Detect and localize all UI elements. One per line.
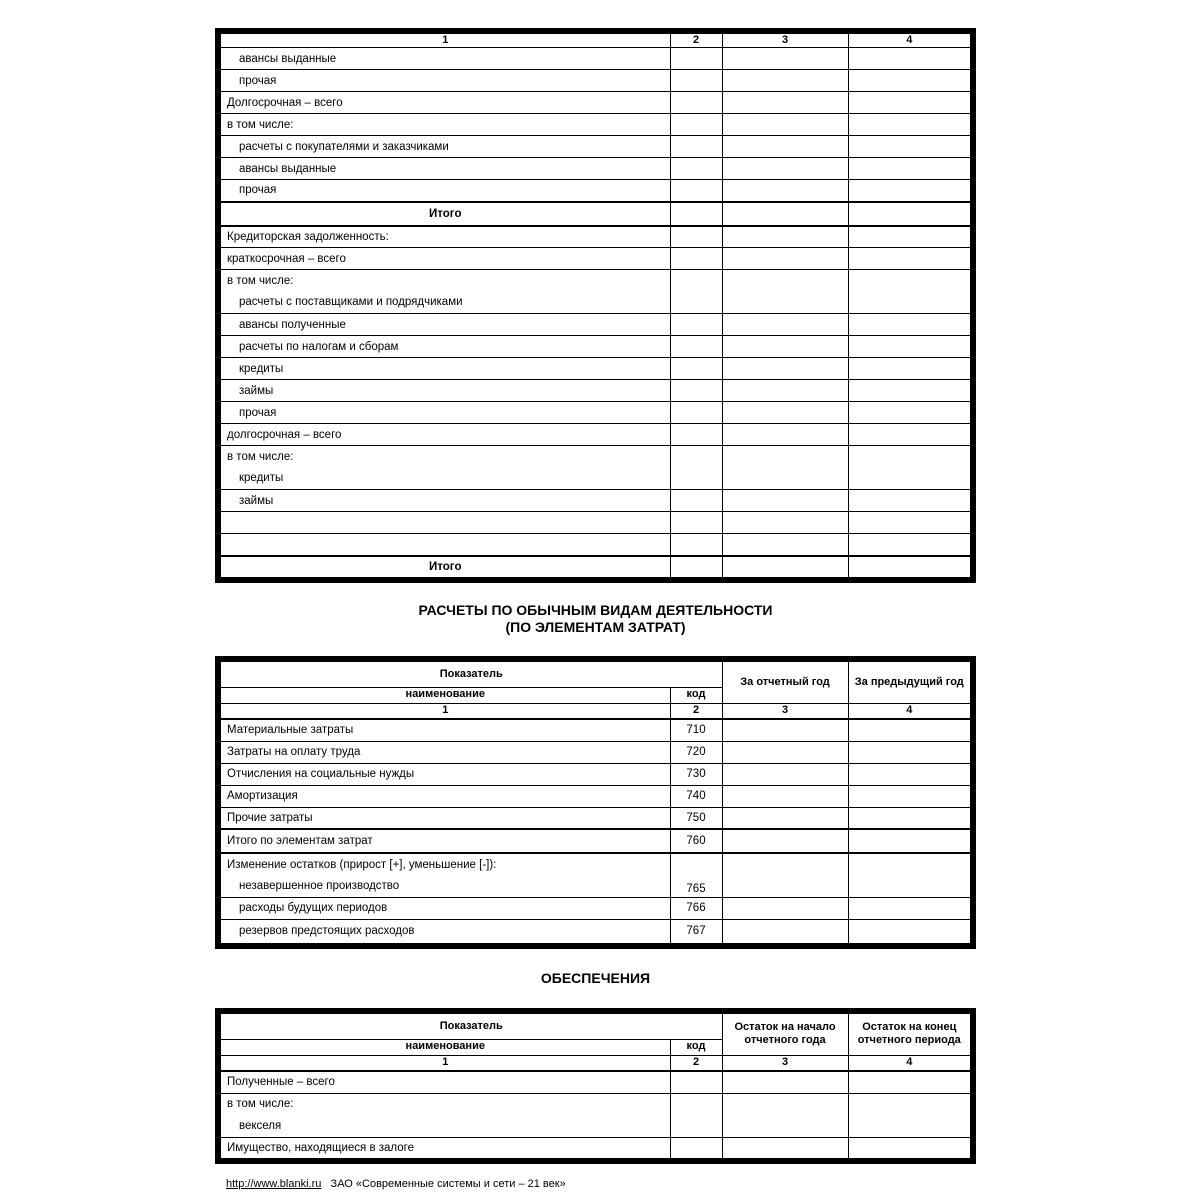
row-label: расходы будущих периодов (218, 897, 670, 919)
table-row (218, 226, 973, 248)
row-code: 730 (670, 763, 722, 785)
row-sublabel: векселя (218, 1115, 670, 1137)
value-cell[interactable] (722, 314, 848, 336)
code-cell[interactable] (670, 270, 722, 314)
value-cell[interactable] (848, 314, 973, 336)
value-cell[interactable] (848, 202, 973, 226)
code-header: код (670, 1039, 722, 1055)
value-cell[interactable] (848, 785, 973, 807)
value-cell[interactable] (722, 270, 848, 314)
code-cell[interactable] (670, 114, 722, 136)
value-cell[interactable] (722, 202, 848, 226)
row-label: прочая (218, 402, 670, 424)
footer-company: ЗАО «Современные системы и сети – 21 век» (330, 1178, 566, 1190)
code-cell[interactable] (670, 1093, 722, 1137)
value-cell[interactable] (848, 490, 973, 512)
value-cell[interactable] (848, 402, 973, 424)
securities-table (215, 1008, 976, 1164)
code-cell[interactable] (670, 336, 722, 358)
table-row (218, 70, 973, 92)
table-row (218, 1137, 973, 1161)
table-row (218, 785, 973, 807)
row-label: Материальные затраты (218, 719, 670, 741)
code-cell[interactable] (670, 1137, 722, 1161)
code-cell[interactable] (670, 446, 722, 490)
table-row (218, 763, 973, 785)
code-cell[interactable] (670, 158, 722, 180)
row-label: займы (218, 380, 670, 402)
value-cell[interactable] (722, 48, 848, 70)
value-cell[interactable] (848, 1071, 973, 1093)
value-cell[interactable] (848, 556, 973, 581)
row-label: кредиты (218, 468, 670, 490)
header-row (218, 1011, 973, 1039)
table-row (218, 897, 973, 919)
value-cell[interactable] (722, 1071, 848, 1093)
value-cell[interactable] (722, 114, 848, 136)
value-cell[interactable] (848, 358, 973, 380)
col-num-4: 4 (848, 1055, 973, 1071)
col-num-4: 4 (848, 703, 973, 719)
row-code: 766 (670, 897, 722, 919)
column-number-row (218, 1055, 973, 1071)
row-label: расчеты с покупателями и заказчиками (218, 136, 670, 158)
value-cell[interactable] (848, 853, 973, 897)
table-row (218, 402, 973, 424)
code-cell[interactable] (670, 136, 722, 158)
row-label: в том числе: (218, 270, 670, 292)
value-cell[interactable] (848, 1093, 973, 1137)
value-cell[interactable] (722, 92, 848, 114)
value-cell[interactable] (848, 248, 973, 270)
table-row (218, 48, 973, 70)
code-cell[interactable] (670, 556, 722, 581)
table-row (218, 1093, 973, 1115)
value-cell[interactable] (848, 719, 973, 741)
value-cell[interactable] (722, 829, 848, 853)
col-num-2: 2 (670, 31, 722, 48)
table-row (218, 719, 973, 741)
col4-header: За предыдущий год (848, 659, 973, 703)
table-row (218, 424, 973, 446)
row-label: кредиты (218, 358, 670, 380)
row-label: прочая (218, 180, 670, 202)
value-cell[interactable] (722, 763, 848, 785)
code-cell[interactable] (670, 380, 722, 402)
table-row (218, 358, 973, 380)
row-sublabel: незавершенное производство (218, 875, 670, 897)
value-cell[interactable] (722, 897, 848, 919)
table-row (218, 807, 973, 829)
row-label: авансы выданные (218, 48, 670, 70)
value-cell[interactable] (848, 380, 973, 402)
row-label: расчеты по налогам и сборам (218, 336, 670, 358)
table-row (218, 380, 973, 402)
value-cell[interactable] (722, 1137, 848, 1161)
col4-header: Остаток на конец отчетного периода (848, 1011, 973, 1055)
value-cell[interactable] (722, 919, 848, 946)
table-row (218, 446, 973, 468)
col-num-4: 4 (848, 31, 973, 48)
footer (226, 1178, 566, 1190)
row-code: 760 (670, 829, 722, 853)
header-row (218, 659, 973, 687)
col-num-3: 3 (722, 31, 848, 48)
table-row (218, 136, 973, 158)
row-code: 767 (670, 919, 722, 946)
value-cell[interactable] (722, 490, 848, 512)
costs-section-title (215, 602, 976, 636)
indicator-header: Показатель (218, 659, 722, 687)
value-cell[interactable] (722, 534, 848, 556)
row-code: 750 (670, 807, 722, 829)
row-label: Амортизация (218, 785, 670, 807)
value-cell[interactable] (848, 512, 973, 534)
table-row (218, 741, 973, 763)
indicator-header: Показатель (218, 1011, 722, 1039)
value-cell[interactable] (848, 92, 973, 114)
value-cell[interactable] (722, 446, 848, 490)
row-label: Полученные – всего (218, 1071, 670, 1093)
code-cell[interactable] (670, 402, 722, 424)
costs-title-line-1: РАСЧЕТЫ ПО ОБЫЧНЫМ ВИДАМ ДЕЯТЕЛЬНОСТИ (418, 602, 773, 618)
row-code: 765 (670, 853, 722, 897)
receivables-payables-table (215, 28, 976, 583)
value-cell[interactable] (722, 556, 848, 581)
code-cell[interactable] (670, 70, 722, 92)
code-cell[interactable] (670, 314, 722, 336)
security-section-title: ОБЕСПЕЧЕНИЯ (540, 970, 651, 986)
table-row (218, 114, 973, 136)
row-label: Кредиторская задолженность: (218, 226, 670, 248)
value-cell[interactable] (722, 512, 848, 534)
name-header: наименование (218, 687, 670, 703)
row-label: авансы выданные (218, 158, 670, 180)
value-cell[interactable] (848, 226, 973, 248)
row-label: прочая (218, 70, 670, 92)
col-num-1: 1 (218, 31, 670, 48)
code-cell[interactable] (670, 248, 722, 270)
value-cell[interactable] (848, 158, 973, 180)
row-label: долгосрочная – всего (218, 424, 670, 446)
code-cell[interactable] (670, 202, 722, 226)
value-cell[interactable] (722, 807, 848, 829)
col-num-3: 3 (722, 1055, 848, 1071)
value-cell[interactable] (848, 897, 973, 919)
table-row (218, 919, 973, 946)
table-row-blank (218, 512, 973, 534)
value-cell[interactable] (722, 741, 848, 763)
row-label: краткосрочная – всего (218, 248, 670, 270)
code-cell[interactable] (670, 180, 722, 202)
code-cell[interactable] (670, 490, 722, 512)
row-code: 710 (670, 719, 722, 741)
col-num-2: 2 (670, 1055, 722, 1071)
value-cell[interactable] (722, 1093, 848, 1137)
col-num-1: 1 (218, 703, 670, 719)
value-cell[interactable] (848, 741, 973, 763)
value-cell[interactable] (848, 180, 973, 202)
col-num-2: 2 (670, 703, 722, 719)
value-cell[interactable] (722, 358, 848, 380)
code-header: код (670, 687, 722, 703)
row-label: Затраты на оплату труда (218, 741, 670, 763)
column-number-row (218, 31, 973, 48)
value-cell[interactable] (722, 248, 848, 270)
row-code: 740 (670, 785, 722, 807)
value-cell[interactable] (722, 719, 848, 741)
total-label: Итого (218, 556, 670, 581)
col-num-1: 1 (218, 1055, 670, 1071)
col3-header: За отчетный год (722, 659, 848, 703)
value-cell[interactable] (848, 424, 973, 446)
value-cell[interactable] (722, 380, 848, 402)
value-cell[interactable] (848, 807, 973, 829)
table-row (218, 92, 973, 114)
total-label: Итого (218, 202, 670, 226)
value-cell[interactable] (722, 136, 848, 158)
blank-label-cell[interactable] (218, 534, 670, 556)
value-cell[interactable] (722, 158, 848, 180)
code-cell[interactable] (670, 534, 722, 556)
table-row (218, 158, 973, 180)
row-label: Итого по элементам затрат (218, 829, 670, 853)
table-row (218, 180, 973, 202)
row-code: 720 (670, 741, 722, 763)
code-cell[interactable] (670, 512, 722, 534)
row-label: резервов предстоящих расходов (218, 919, 670, 946)
row-label: в том числе: (218, 114, 670, 136)
value-cell[interactable] (848, 919, 973, 946)
col3-header: Остаток на начало отчетного года (722, 1011, 848, 1055)
value-cell[interactable] (848, 114, 973, 136)
footer-url-link[interactable]: http://www.blanki.ru (226, 1178, 322, 1190)
column-number-row (218, 703, 973, 719)
row-label: в том числе: (218, 446, 670, 468)
value-cell[interactable] (848, 270, 973, 314)
table-row-blank (218, 534, 973, 556)
value-cell[interactable] (848, 763, 973, 785)
table-row (218, 853, 973, 875)
value-cell[interactable] (848, 136, 973, 158)
value-cell[interactable] (848, 534, 973, 556)
value-cell[interactable] (848, 829, 973, 853)
costs-title-line-2: (ПО ЭЛЕМЕНТАМ ЗАТРАТ) (505, 619, 686, 635)
cost-elements-table (215, 656, 976, 949)
total-row (218, 829, 973, 853)
value-cell[interactable] (722, 853, 848, 897)
table-row (218, 270, 973, 292)
row-label: Прочие затраты (218, 807, 670, 829)
name-header: наименование (218, 1039, 670, 1055)
blank-label-cell[interactable] (218, 512, 670, 534)
value-cell[interactable] (722, 70, 848, 92)
col-num-3: 3 (722, 703, 848, 719)
code-cell[interactable] (670, 48, 722, 70)
table-row (218, 490, 973, 512)
row-label: Отчисления на социальные нужды (218, 763, 670, 785)
row-label: расчеты с поставщиками и подрядчиками (218, 292, 670, 314)
row-label: Имущество, находящиеся в залоге (218, 1137, 670, 1161)
value-cell[interactable] (848, 1137, 973, 1161)
code-cell[interactable] (670, 92, 722, 114)
code-cell[interactable] (670, 358, 722, 380)
row-label: Долгосрочная – всего (218, 92, 670, 114)
value-cell[interactable] (722, 226, 848, 248)
code-cell[interactable] (670, 226, 722, 248)
value-cell[interactable] (722, 402, 848, 424)
row-label: авансы полученные (218, 314, 670, 336)
table-row (218, 336, 973, 358)
value-cell[interactable] (722, 336, 848, 358)
value-cell[interactable] (848, 446, 973, 490)
value-cell[interactable] (848, 336, 973, 358)
table-row (218, 1071, 973, 1093)
value-cell[interactable] (722, 424, 848, 446)
value-cell[interactable] (848, 70, 973, 92)
total-row (218, 556, 973, 581)
total-row (218, 202, 973, 226)
value-cell[interactable] (722, 785, 848, 807)
row-label: займы (218, 490, 670, 512)
code-cell[interactable] (670, 424, 722, 446)
code-cell[interactable] (670, 1071, 722, 1093)
table-row (218, 314, 973, 336)
value-cell[interactable] (848, 48, 973, 70)
value-cell[interactable] (722, 180, 848, 202)
table-row (218, 248, 973, 270)
row-label: Изменение остатков (прирост [+], уменьшение [-]): (218, 853, 670, 875)
row-label: в том числе: (218, 1093, 670, 1115)
